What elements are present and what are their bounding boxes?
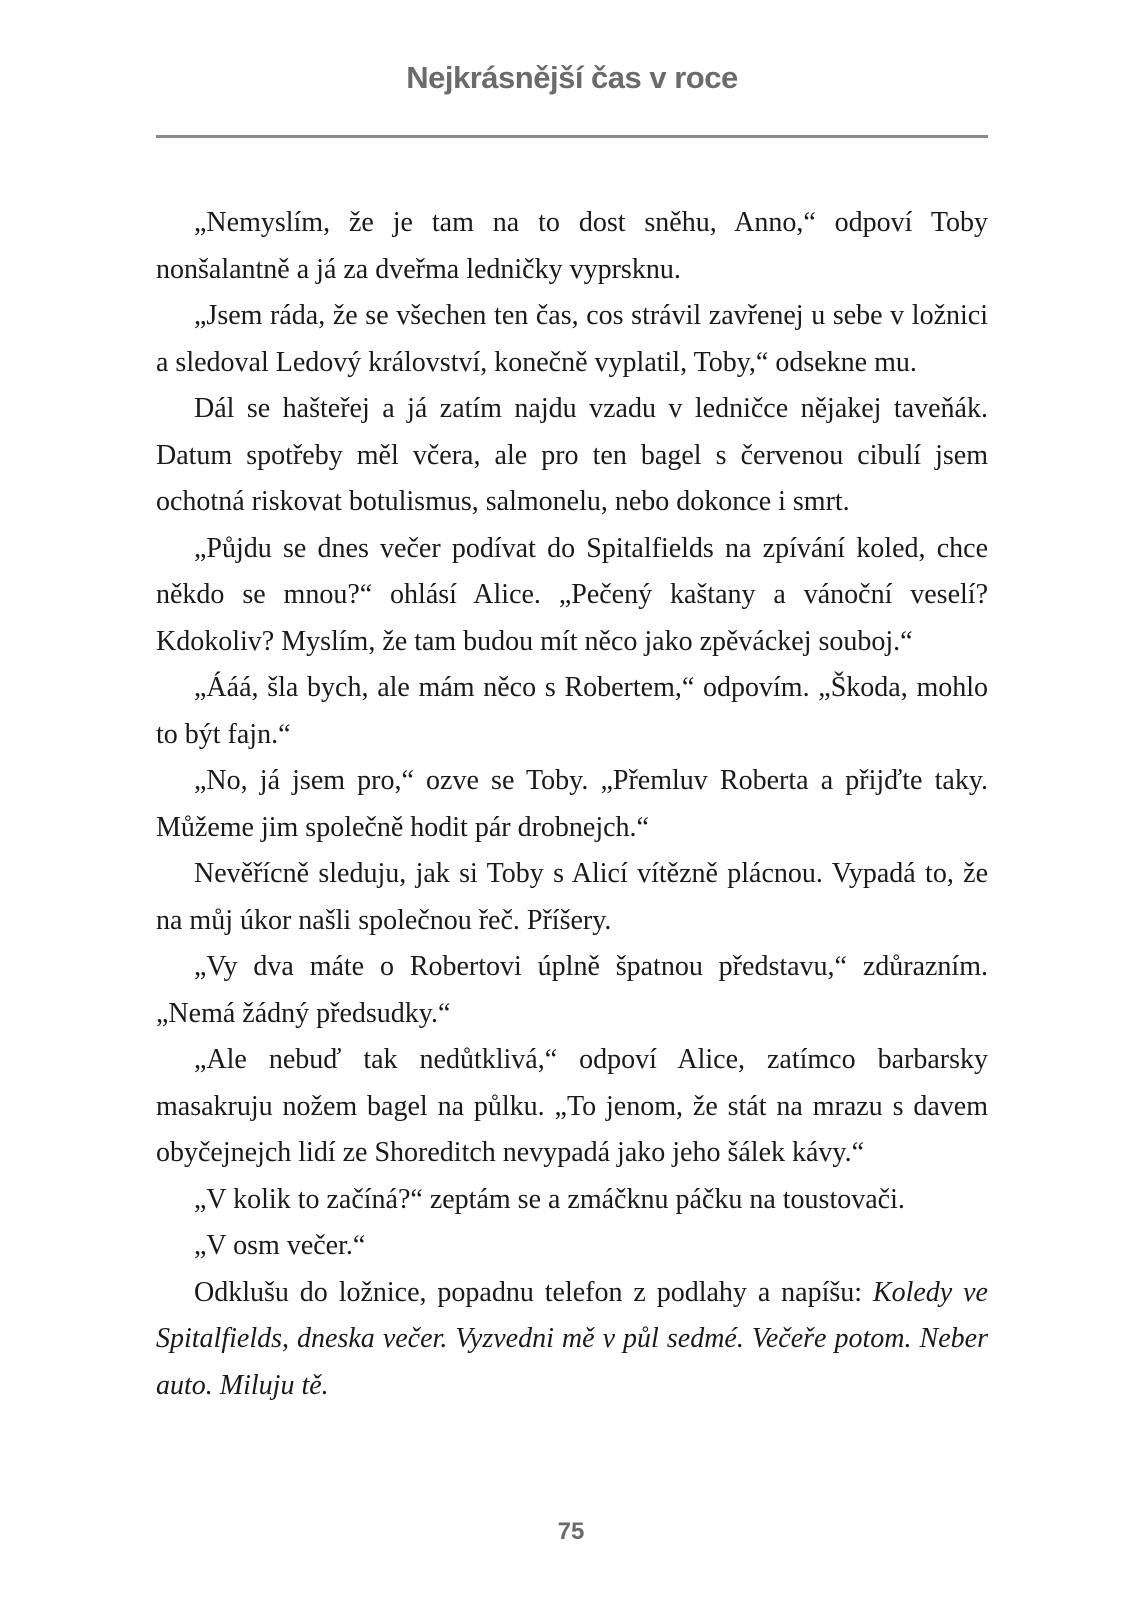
header-rule [156, 135, 988, 138]
paragraph-7: Nevěřícně sleduju, jak si Toby s Alicí vítězně plácnou. Vypadá to, že na můj úkor našli společnou řeč. Příšery. [156, 858, 988, 936]
paragraph-1: „Nemyslím, že je tam na to dost sněhu, Anno,“ odpoví Toby nonšalantně a já za dveřma ledničky vyprsknu. [156, 207, 988, 285]
body-text [156, 200, 988, 1409]
paragraph-9: „Ale nebuď tak nedůtklivá,“ odpoví Alice, zatímco barbarsky masakruju nožem bagel na půlku. „To jenom, že stát na mrazu s davem obyčejnejch lidí ze Shoreditch nevypadá jako jeho šálek kávy.“ [156, 1044, 988, 1168]
paragraph-12-italic-message: Koledy ve Spitalfields, dneska večer. Vyzvedni mě v půl sedmé. Večeře potom. Neber auto. Miluju tě. [156, 1276, 988, 1401]
paragraph-12 [156, 1270, 988, 1410]
page-number: 75 [557, 1518, 585, 1545]
paragraph-11: „V osm večer.“ [194, 1230, 366, 1261]
paragraph-5: „Ááá, šla bych, ale mám něco s Robertem,“ odpovím. „Škoda, mohlo to být fajn.“ [156, 672, 988, 750]
paragraph-12-plain: Odklušu do ložnice, popadnu telefon z podlahy a napíšu: [194, 1276, 873, 1308]
paragraph-4: „Půjdu se dnes večer podívat do Spitalfields na zpívání koled, chce někdo se mnou?“ ohlásí Alice. „Pečený kaštany a vánoční veselí? Kdokoliv? Myslím, že tam budou mít něco jako zpěváckej souboj.“ [156, 532, 988, 657]
paragraph-3: Dál se hašteřej a já zatím najdu vzadu v ledničce nějakej taveňák. Datum spotřeby měl včera, ale pro ten bagel s červenou cibulí jsem ochotná riskovat botulismus, salmonelu, nebo dokonce i smrt. [156, 393, 988, 517]
paragraph-10: „V kolik to začíná?“ zeptám se a zmáčknu páčku na toustovači. [194, 1183, 905, 1215]
paragraph-2: „Jsem ráda, že se všechen ten čas, cos strávil zavřenej u sebe v ložnici a sledoval Ledový království, konečně vyplatil, Toby,“ odsekne mu. [156, 300, 988, 378]
paragraph-8: „Vy dva máte o Robertovi úplně špatnou představu,“ zdůrazním. „Nemá žádný předsudky.“ [156, 951, 988, 1029]
running-header-title: Nejkrásnější čas v roce [406, 60, 738, 95]
paragraph-6: „No, já jsem pro,“ ozve se Toby. „Přemluv Roberta a přijďte taky. Můžeme jim společně hodit pár drobnejch.“ [156, 765, 988, 843]
